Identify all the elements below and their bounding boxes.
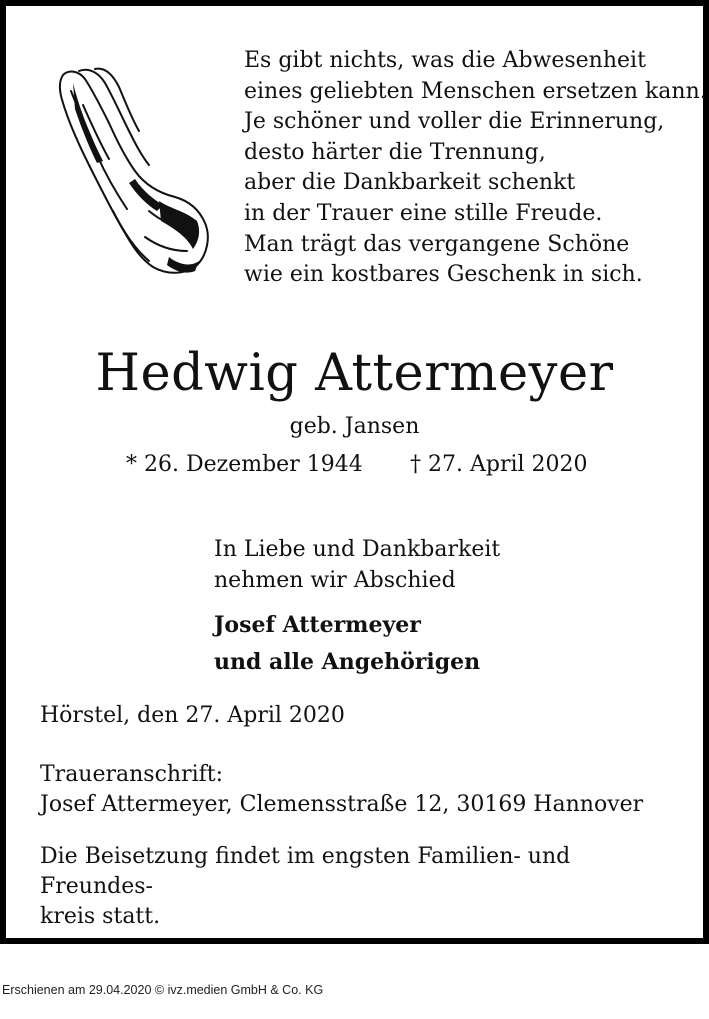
poem-line: Es gibt nichts, was die Abwesenheit bbox=[244, 48, 646, 73]
birth-date: * 26. Dezember 1944 bbox=[126, 452, 363, 477]
poem-line: Man trägt das vergangene Schöne bbox=[244, 231, 630, 257]
mourner-name: Josef Attermeyer bbox=[214, 612, 421, 638]
mourners bbox=[214, 607, 480, 681]
poem-line: wie ein kostbares Geschenk in sich. bbox=[244, 262, 643, 288]
poem-line: Je schöner und voller die Erinnerung, bbox=[244, 109, 665, 135]
poem-line: in der Trauer eine stille Freude. bbox=[244, 200, 603, 226]
death-date: † 27. April 2020 bbox=[410, 452, 588, 477]
place-and-date: Hörstel, den 27. April 2020 bbox=[40, 703, 345, 728]
poem-line: eines geliebten Menschen ersetzen kann. bbox=[244, 78, 707, 104]
farewell-text bbox=[214, 534, 500, 596]
poem-line: aber die Dankbarkeit schenkt bbox=[244, 170, 576, 196]
poem bbox=[244, 46, 707, 291]
address-label: Traueranschrift: bbox=[40, 762, 224, 787]
farewell-line: nehmen wir Abschied bbox=[214, 568, 456, 593]
deceased-name: Hedwig Attermeyer bbox=[95, 344, 614, 403]
farewell-line: In Liebe und Dankbarkeit bbox=[214, 537, 501, 562]
maiden-name: geb. Jansen bbox=[289, 414, 420, 439]
mourner-relatives: und alle Angehörigen bbox=[214, 649, 481, 675]
burial-notice bbox=[40, 842, 680, 932]
burial-line: kreis statt. bbox=[40, 904, 161, 929]
mourning-address bbox=[40, 760, 643, 820]
address-value: Josef Attermeyer, Clemensstraße 12, 30169 Hannover bbox=[40, 792, 644, 817]
publication-credit: Erschienen am 29.04.2020 © ivz.medien GmbH & Co. KG bbox=[2, 983, 324, 997]
burial-line: Die Beisetzung findet im engsten Familien- und Freundes- bbox=[40, 844, 571, 899]
praying-hands-icon bbox=[49, 61, 219, 283]
poem-line: desto härter die Trennung, bbox=[244, 139, 546, 165]
